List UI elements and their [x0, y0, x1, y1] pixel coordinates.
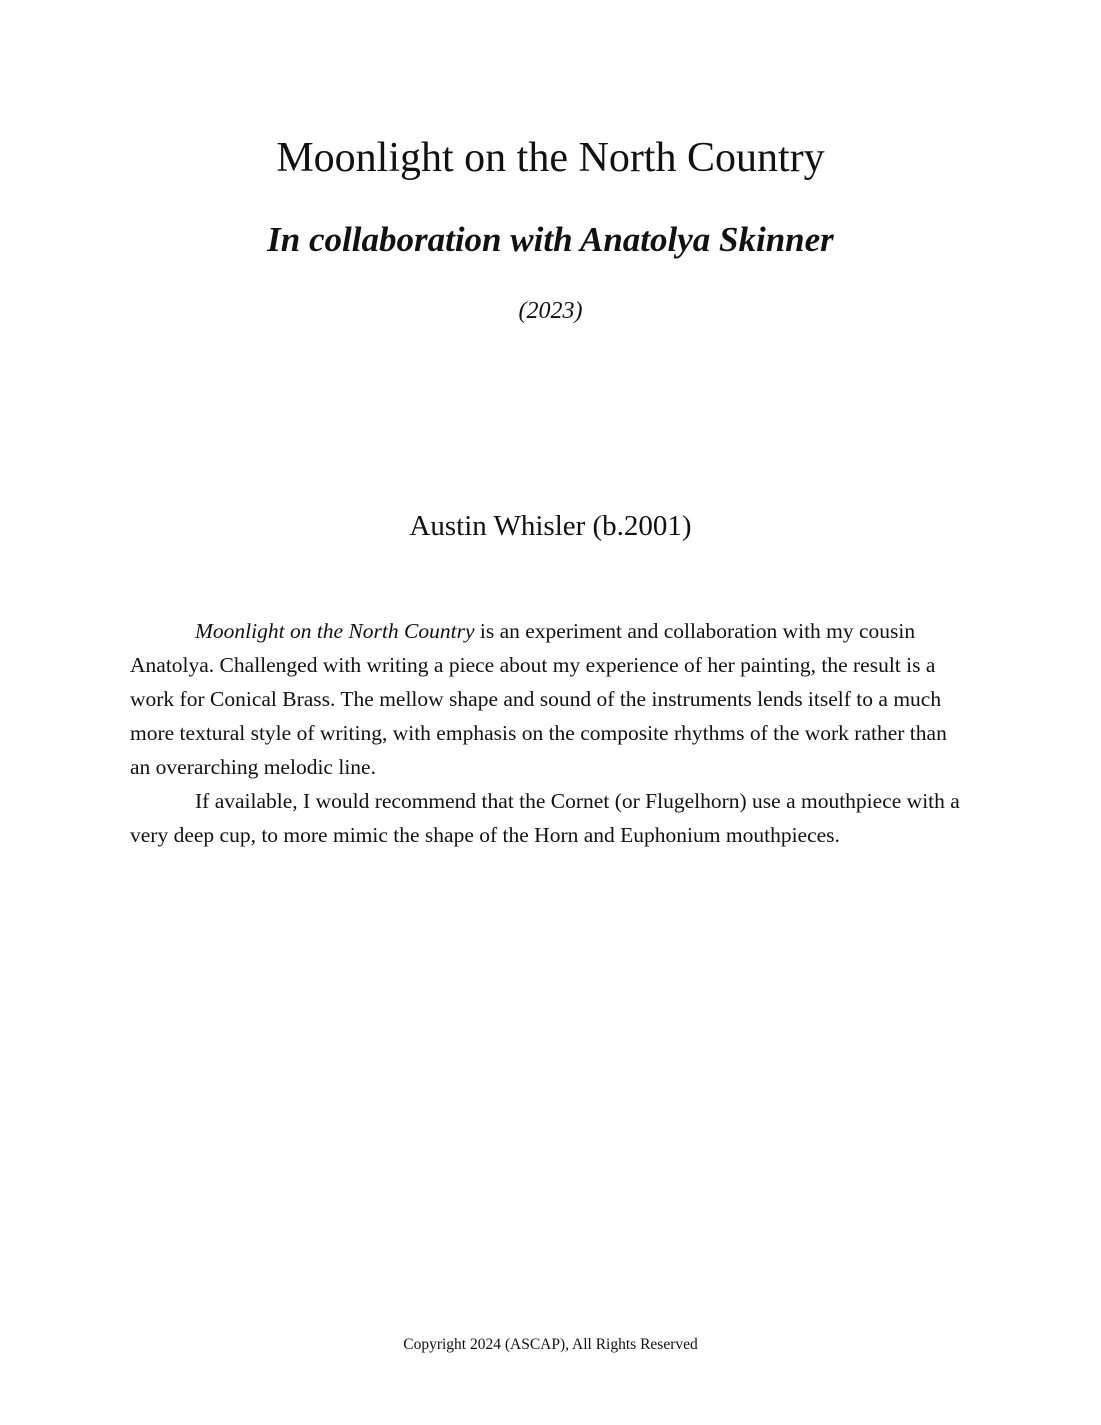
collaboration-subtitle: In collaboration with Anatolya Skinner — [267, 220, 834, 259]
paragraph-2-text: If available, I would recommend that the Cornet (or Flugelhorn) use a mouthpiece with a very deep cup, to more mimic the shape of the Horn and Euphonium mouthpieces. — [130, 789, 960, 847]
program-note-paragraph-2 — [130, 784, 972, 852]
composer-credit: Austin Whisler (b.2001) — [409, 510, 692, 542]
page-title: Moonlight on the North Country — [276, 135, 825, 181]
work-title-reference: Moonlight on the North Country — [195, 619, 475, 643]
program-notes — [130, 614, 972, 852]
paragraph-1-text: is an experiment and collaboration with my cousin Anatolya. Challenged with writing a piece about my experience of her painting, the result is a work for Conical Brass. The mellow shape and sound of the instruments lends itself to a much more textural style of writing, with emphasis on the composite rhythms of the work rather than an overarching melodic line. — [130, 619, 947, 779]
copyright-notice: Copyright 2024 (ASCAP), All Rights Reserved — [403, 1336, 698, 1353]
program-note-paragraph-1 — [130, 614, 972, 784]
composition-year: (2023) — [518, 298, 583, 324]
